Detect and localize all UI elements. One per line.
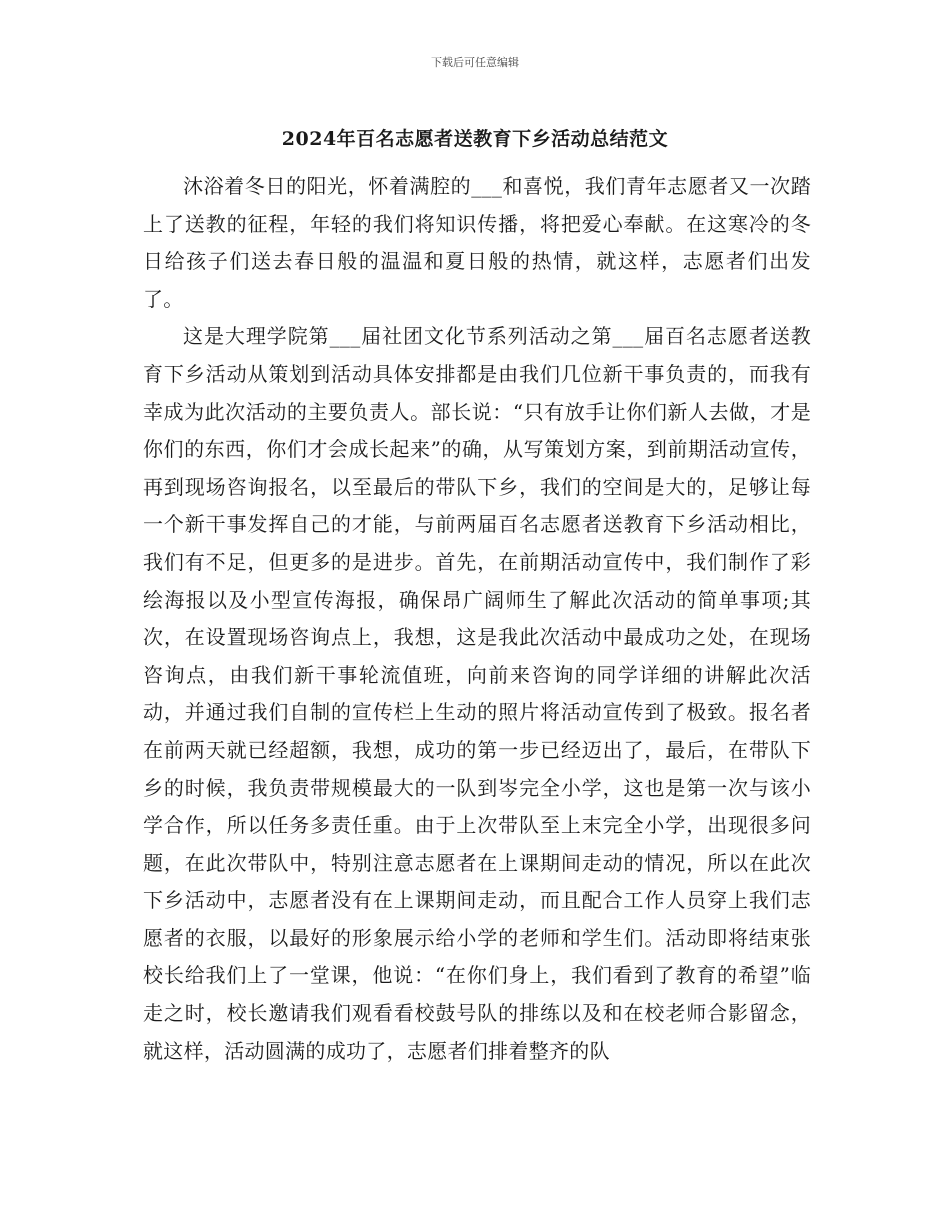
document-body <box>143 168 811 1070</box>
paragraph-2: 这是大理学院第___届社团文化节系列活动之第___届百名志愿者送教育下乡活动从策划到活动具体安排都是由我们几位新干事负责的，而我有幸成为此次活动的主要负责人。部长说：“只有放手让你们新人去做，才是你们的东西，你们才会成长起来”的确，从写策划方案，到前期活动宣传，再到现场咨询报名，以至最后的带队下乡，我们的空间是大的，足够让每一个新干事发挥自己的才能，与前两届百名志愿者送教育下乡活动相比，我们有不足，但更多的是进步。首先，在前期活动宣传中，我们制作了彩绘海报以及小型宣传海报，确保昂广阔师生了解此次活动的简单事项;其次，在设置现场咨询点上，我想，这是我此次活动中最成功之处，在现场咨询点，由我们新干事轮流值班，向前来咨询的同学详细的讲解此次活动，并通过我们自制的宣传栏上生动的照片将活动宣传到了极致。报名者在前两天就已经超额，我想，成功的第一步已经迈出了，最后，在带队下乡的时候，我负责带规模最大的一队到岑完全小学，这也是第一次与该小学合作，所以任务多责任重。由于上次带队至上末完全小学，出现很多问题，在此次带队中，特别注意志愿者在上课期间走动的情况，所以在此次下乡活动中，志愿者没有在上课期间走动，而且配合工作人员穿上我们志愿者的衣服，以最好的形象展示给小学的老师和学生们。活动即将结束张校长给我们上了一堂课，他说：“在你们身上，我们看到了教育的希望”临走之时，校长邀请我们观看看校鼓号队的排练以及和在校老师合影留念，就这样，活动圆满的成功了，志愿者们排着整齐的队 <box>143 324 811 1063</box>
document-title: 2024年百名志愿者送教育下乡活动总结范文 <box>281 128 669 150</box>
page-header-note: 下载后可任意编辑 <box>431 56 519 69</box>
paragraph-1: 沐浴着冬日的阳光，怀着满腔的___和喜悦，我们青年志愿者又一次踏上了送教的征程，年轻的我们将知识传播，将把爱心奉献。在这寒冷的冬日给孩子们送去春日般的温温和夏日般的热情，就这样，志愿者们出发了。 <box>143 174 811 311</box>
